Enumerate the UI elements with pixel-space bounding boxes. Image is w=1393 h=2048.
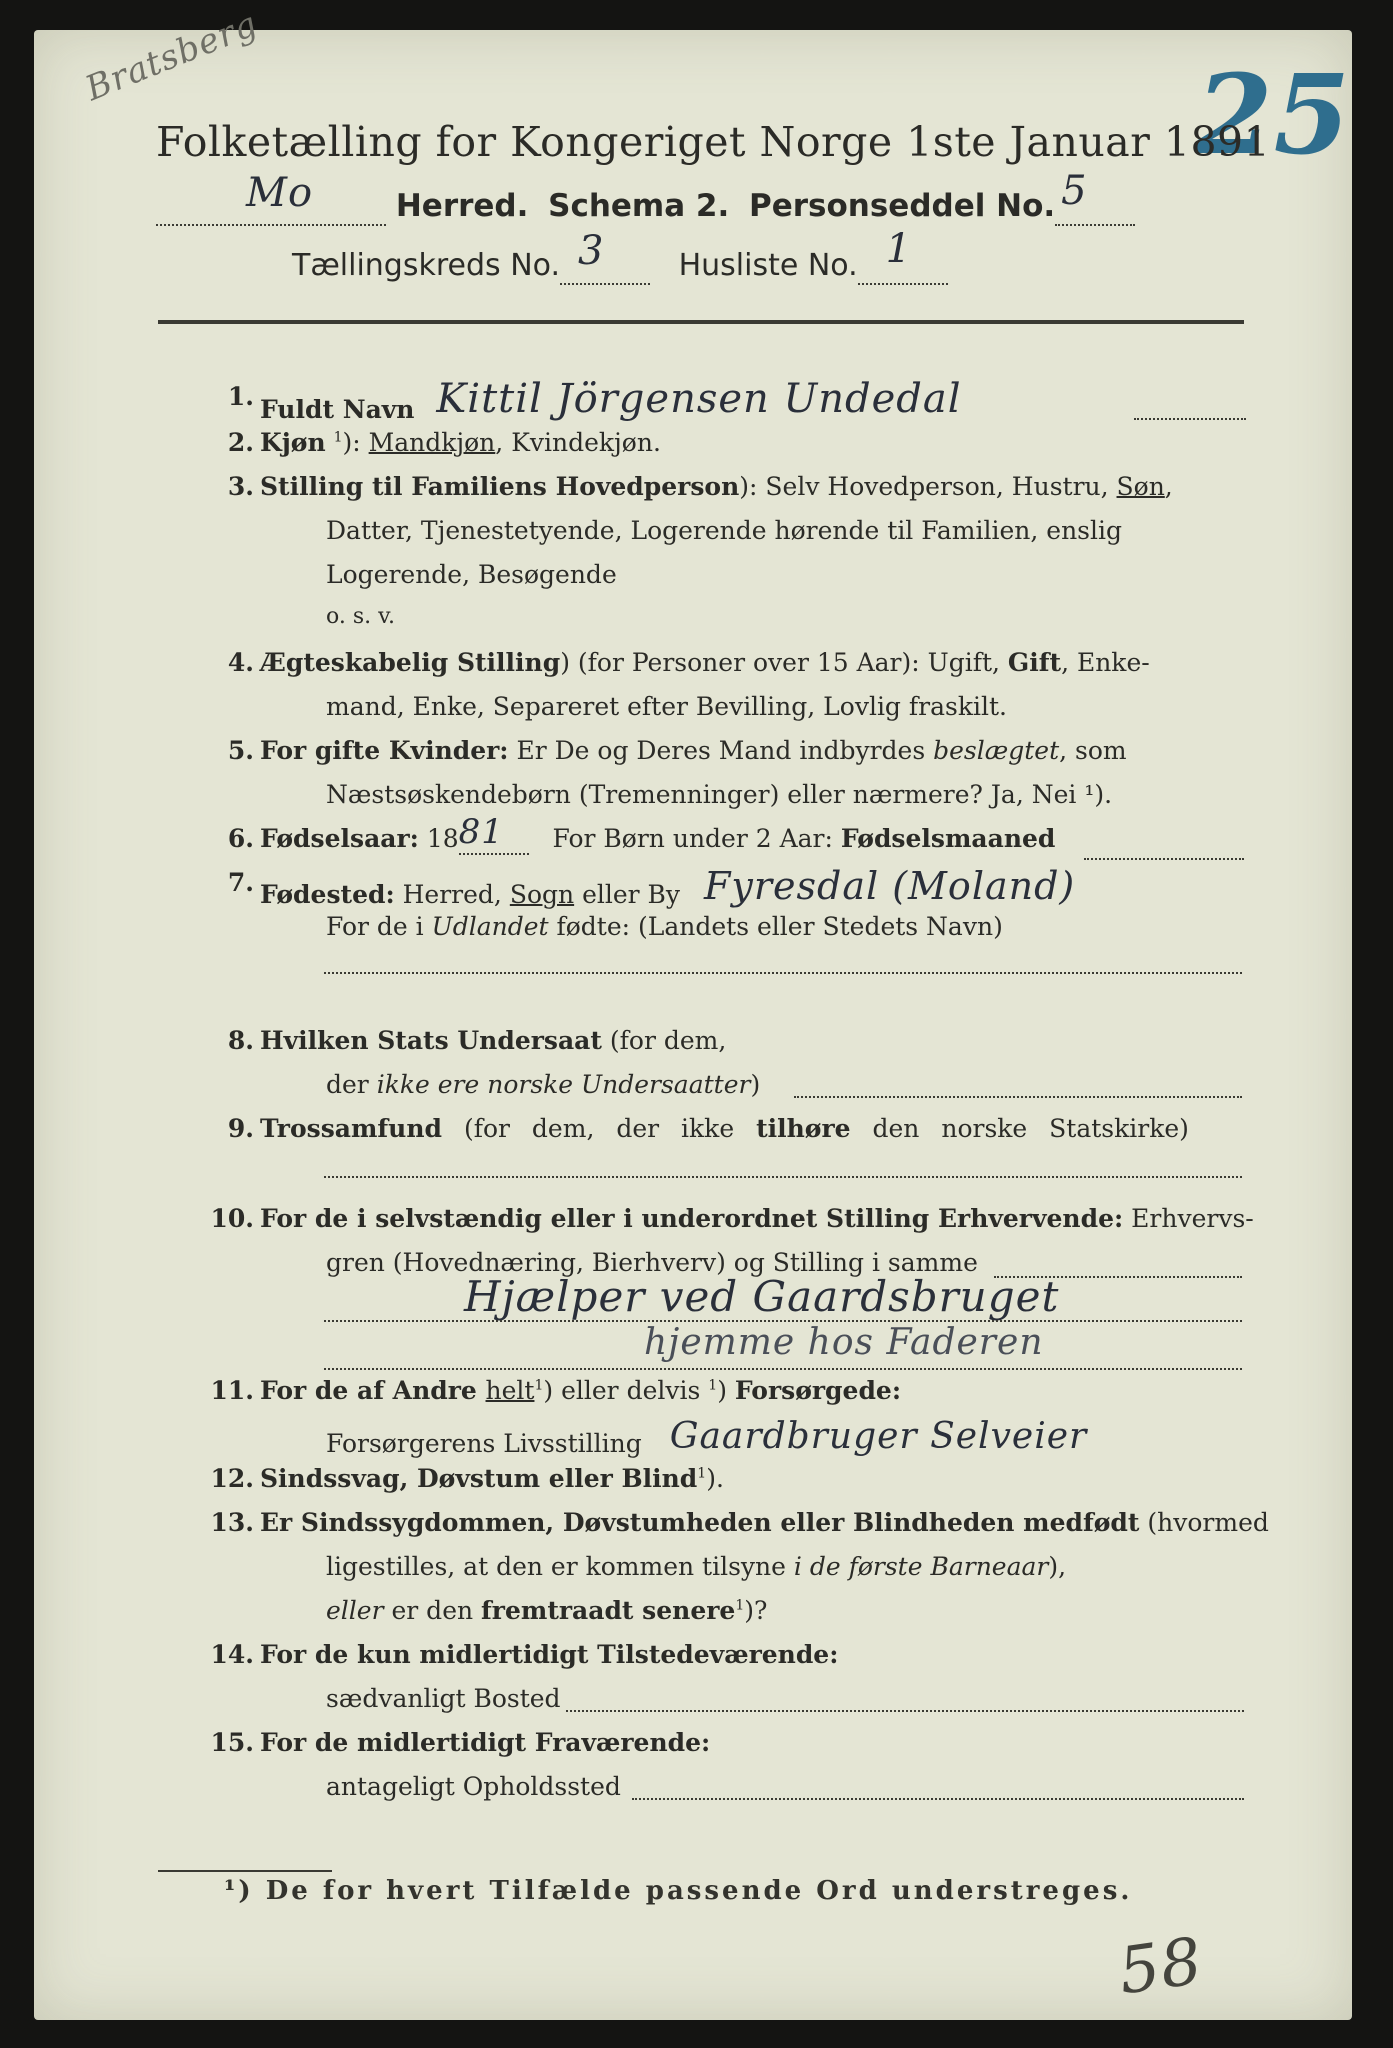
q8-row2 bbox=[326, 1070, 760, 1099]
husliste-value: 1 bbox=[885, 226, 913, 272]
herred-value: Mo bbox=[246, 170, 314, 216]
q6-mid: For Børn under 2 Aar: bbox=[552, 824, 841, 853]
q13-line2a: ligestilles, at den er kommen tilsyne bbox=[326, 1552, 794, 1581]
q13-number: 13. bbox=[210, 1508, 254, 1537]
q2-sup: 1 bbox=[333, 429, 343, 446]
q1-dotline bbox=[1134, 418, 1246, 420]
q10-line1a: For de i selvstændig eller i underordnet Stilling bbox=[260, 1204, 938, 1233]
q5-beslaegtet: beslægtet bbox=[933, 736, 1060, 765]
q10-row1 bbox=[260, 1204, 1254, 1233]
q2-rest: , Kvindekjøn. bbox=[495, 428, 661, 457]
personseddel-value: 5 bbox=[1061, 168, 1088, 214]
q4-opt-gift: Gift bbox=[1007, 648, 1062, 677]
q6-prefix: 18 bbox=[426, 824, 459, 853]
q2-row bbox=[260, 428, 661, 457]
q10-erhvervende: Erhvervende: bbox=[937, 1204, 1124, 1233]
q13-row3 bbox=[326, 1596, 767, 1625]
q1-label: Fuldt Navn bbox=[260, 395, 415, 424]
kreds-line bbox=[292, 226, 948, 285]
husliste-field bbox=[858, 226, 948, 285]
q3-line2: Datter, Tjenestetyende, Logerende hørende til Familien, enslig bbox=[326, 516, 1123, 545]
q11-sup2: 1 bbox=[708, 1377, 718, 1394]
q8-line1: (for dem, bbox=[601, 1026, 727, 1055]
q14-dotline bbox=[566, 1710, 1244, 1712]
q13-line3d: )? bbox=[744, 1596, 768, 1625]
q8-number: 8. bbox=[227, 1026, 254, 1055]
q11-forsorgede: Forsørgede: bbox=[734, 1376, 902, 1405]
q10-value1: Hjælper ved Gaardsbruget bbox=[464, 1272, 1060, 1321]
q6-label2: Fødselsmaaned bbox=[840, 824, 1056, 853]
q1-value: Kittil Jörgensen Undedal bbox=[436, 376, 962, 422]
q3-opt-son: Søn bbox=[1116, 472, 1165, 501]
q7-value: Fyresdal (Moland) bbox=[704, 864, 1076, 908]
q9-label: Trossamfund bbox=[260, 1114, 443, 1143]
footnote-divider bbox=[158, 1870, 332, 1872]
q13-row2 bbox=[326, 1552, 1066, 1581]
q11-number: 11. bbox=[210, 1376, 254, 1405]
q14-number: 14. bbox=[210, 1640, 254, 1669]
kreds-field bbox=[560, 228, 650, 285]
q7-row1 bbox=[260, 864, 1076, 912]
q13-line3b: er den bbox=[383, 1596, 482, 1625]
header-divider bbox=[158, 320, 1244, 324]
q7-label: Fødested: bbox=[260, 880, 395, 909]
q12-row bbox=[260, 1464, 724, 1493]
q7-line2a: For de i bbox=[326, 912, 432, 941]
q12-end: ). bbox=[706, 1464, 724, 1493]
q11-value: Gaardbruger Selveier bbox=[669, 1416, 1088, 1457]
q6-value: 81 bbox=[458, 812, 504, 852]
q13-row1 bbox=[260, 1508, 1269, 1537]
q7-number: 7. bbox=[227, 868, 254, 897]
q15-line2: antageligt Opholdssted bbox=[326, 1772, 621, 1801]
q5-number: 5. bbox=[227, 736, 254, 765]
q9-line1-end: den norske Statskirke) bbox=[850, 1114, 1189, 1143]
q11-line1a: For de af Andre bbox=[260, 1376, 486, 1405]
personseddel-label: Personseddel No. bbox=[749, 188, 1056, 224]
q3-line1-end: , bbox=[1164, 472, 1173, 501]
q10-number: 10. bbox=[210, 1204, 254, 1233]
q1-number: 1. bbox=[227, 382, 254, 411]
q6-dotline bbox=[1084, 858, 1244, 860]
q14-line2: sædvanligt Bosted bbox=[326, 1684, 561, 1713]
q2-opt-mandkjon: Mandkjøn bbox=[368, 428, 496, 457]
q11-sup1: 1 bbox=[534, 1377, 544, 1394]
q5-line1-end: , som bbox=[1059, 736, 1127, 765]
personseddel-field bbox=[1055, 168, 1135, 226]
q8-row1 bbox=[260, 1026, 726, 1055]
q13-line3a: eller bbox=[326, 1596, 384, 1625]
sheet-number: 25 bbox=[1196, 50, 1352, 179]
q8-line2c: ) bbox=[750, 1070, 761, 1099]
q10-line2: gren (Hovednæring, Bierhverv) og Stilling i samme bbox=[326, 1248, 978, 1277]
q5-line2: Næstsøskendebørn (Tremenninger) eller nærmere? Ja, Nei ¹). bbox=[326, 780, 1113, 809]
q13-line2c: ), bbox=[1048, 1552, 1067, 1581]
q8-line2b: ikke ere norske Undersaatter bbox=[376, 1070, 751, 1099]
q3-line3: Logerende, Besøgende bbox=[326, 560, 617, 589]
q8-label: Hvilken Stats Undersaat bbox=[260, 1026, 602, 1055]
q4-label: Ægteskabelig Stilling bbox=[260, 648, 561, 677]
q12-sup: 1 bbox=[697, 1465, 707, 1482]
kreds-label: Tællingskreds No. bbox=[292, 248, 560, 283]
q10-value2: hjemme hos Faderen bbox=[644, 1322, 1044, 1363]
q9-number: 9. bbox=[227, 1114, 254, 1143]
q4-row1 bbox=[260, 648, 1150, 677]
herred-label: Herred. bbox=[395, 188, 529, 224]
q13-sup: 1 bbox=[735, 1597, 745, 1614]
husliste-label: Husliste No. bbox=[678, 248, 858, 283]
q2-number: 2. bbox=[227, 428, 254, 457]
q10-line1b: Erhvervs- bbox=[1123, 1204, 1254, 1233]
q4-line1-end: , Enke- bbox=[1061, 648, 1150, 677]
q2-text: ): bbox=[342, 428, 369, 457]
q9-row bbox=[260, 1114, 1189, 1143]
census-form-sheet bbox=[34, 3, 1352, 2020]
q6-label: Fødselsaar: bbox=[260, 824, 419, 853]
q8-line2a: der bbox=[326, 1070, 377, 1099]
q8-dotline bbox=[794, 1096, 1242, 1098]
q7-dotline bbox=[324, 972, 1242, 974]
kreds-value: 3 bbox=[578, 228, 605, 274]
q4-number: 4. bbox=[227, 648, 254, 677]
q13-line1a: Er Sindssygdommen, Døvstumheden eller Blindheden bbox=[260, 1508, 1024, 1537]
q1-row bbox=[260, 376, 962, 428]
q13-line1b: (hvormed bbox=[1139, 1508, 1269, 1537]
q6-row bbox=[260, 812, 1056, 855]
q11-line1b: eller delvis bbox=[553, 1376, 709, 1405]
q13-medfodt: medfødt bbox=[1023, 1508, 1140, 1537]
herred-line bbox=[156, 168, 1135, 226]
q3-row1 bbox=[260, 472, 1173, 501]
q10-dotline3 bbox=[324, 1368, 1242, 1370]
q7-text: Herred, bbox=[394, 880, 510, 909]
q11-helt: helt bbox=[485, 1376, 535, 1405]
q15-dotline bbox=[632, 1798, 1244, 1800]
q5-label: For gifte Kvinder: bbox=[260, 736, 509, 765]
q11-row1: For de af Andre helt$^1$) eller delvis $^1$) Forsørgede: bbox=[260, 1376, 902, 1405]
q7-text2: eller By bbox=[574, 880, 681, 909]
q13-line2b: i de første Barneaar bbox=[793, 1552, 1049, 1581]
q11-line2: Forsørgerens Livsstilling bbox=[326, 1429, 642, 1458]
herred-field bbox=[156, 170, 386, 226]
q3-label: Stilling til Familiens Hovedperson bbox=[260, 472, 740, 501]
q6-field bbox=[458, 812, 529, 855]
q15-number: 15. bbox=[210, 1728, 254, 1757]
schema-label: Schema 2. bbox=[548, 188, 730, 224]
q13-line3c: fremtraadt senere bbox=[481, 1596, 736, 1625]
q7-udlandet: Udlandet bbox=[431, 912, 549, 941]
footnote: ¹) De for hvert Tilfælde passende Ord understreges. bbox=[224, 1876, 1133, 1906]
q7-line2b: fødte: (Landets eller Stedets Navn) bbox=[548, 912, 1003, 941]
page-title: Folketælling for Kongeriget Norge 1ste Januar 1891 bbox=[156, 118, 1271, 166]
q9-dotline bbox=[324, 1176, 1242, 1178]
q5-row1 bbox=[260, 736, 1127, 765]
q12-label: Sindssvag, Døvstum eller Blind bbox=[260, 1464, 698, 1493]
q11-row2 bbox=[326, 1416, 1088, 1461]
page-number: 58 bbox=[1114, 1924, 1208, 2010]
q3-line4: o. s. v. bbox=[326, 604, 395, 629]
q4-line1: ) (for Personer over 15 Aar): Ugift, bbox=[560, 648, 1008, 677]
q3-line1: ): Selv Hovedperson, Hustru, bbox=[739, 472, 1117, 501]
q2-label: Kjøn bbox=[260, 428, 326, 457]
q12-number: 12. bbox=[210, 1464, 254, 1493]
q7-opt-sogn: Sogn bbox=[509, 880, 575, 909]
q3-number: 3. bbox=[227, 472, 254, 501]
q9-line1: (for dem, der ikke bbox=[442, 1114, 757, 1143]
q4-line2: mand, Enke, Separeret efter Bevilling, Lovlig fraskilt. bbox=[326, 692, 1007, 721]
q6-number: 6. bbox=[227, 824, 254, 853]
corner-note: Bratsberg bbox=[80, 3, 264, 110]
q14-label: For de kun midlertidigt Tilstedeværende: bbox=[260, 1640, 839, 1669]
q15-label: For de midlertidigt Fraværende: bbox=[260, 1728, 711, 1757]
q7-row2 bbox=[326, 912, 1003, 941]
q9-tilhore: tilhøre bbox=[756, 1114, 851, 1143]
q5-line1: Er De og Deres Mand indbyrdes bbox=[508, 736, 934, 765]
